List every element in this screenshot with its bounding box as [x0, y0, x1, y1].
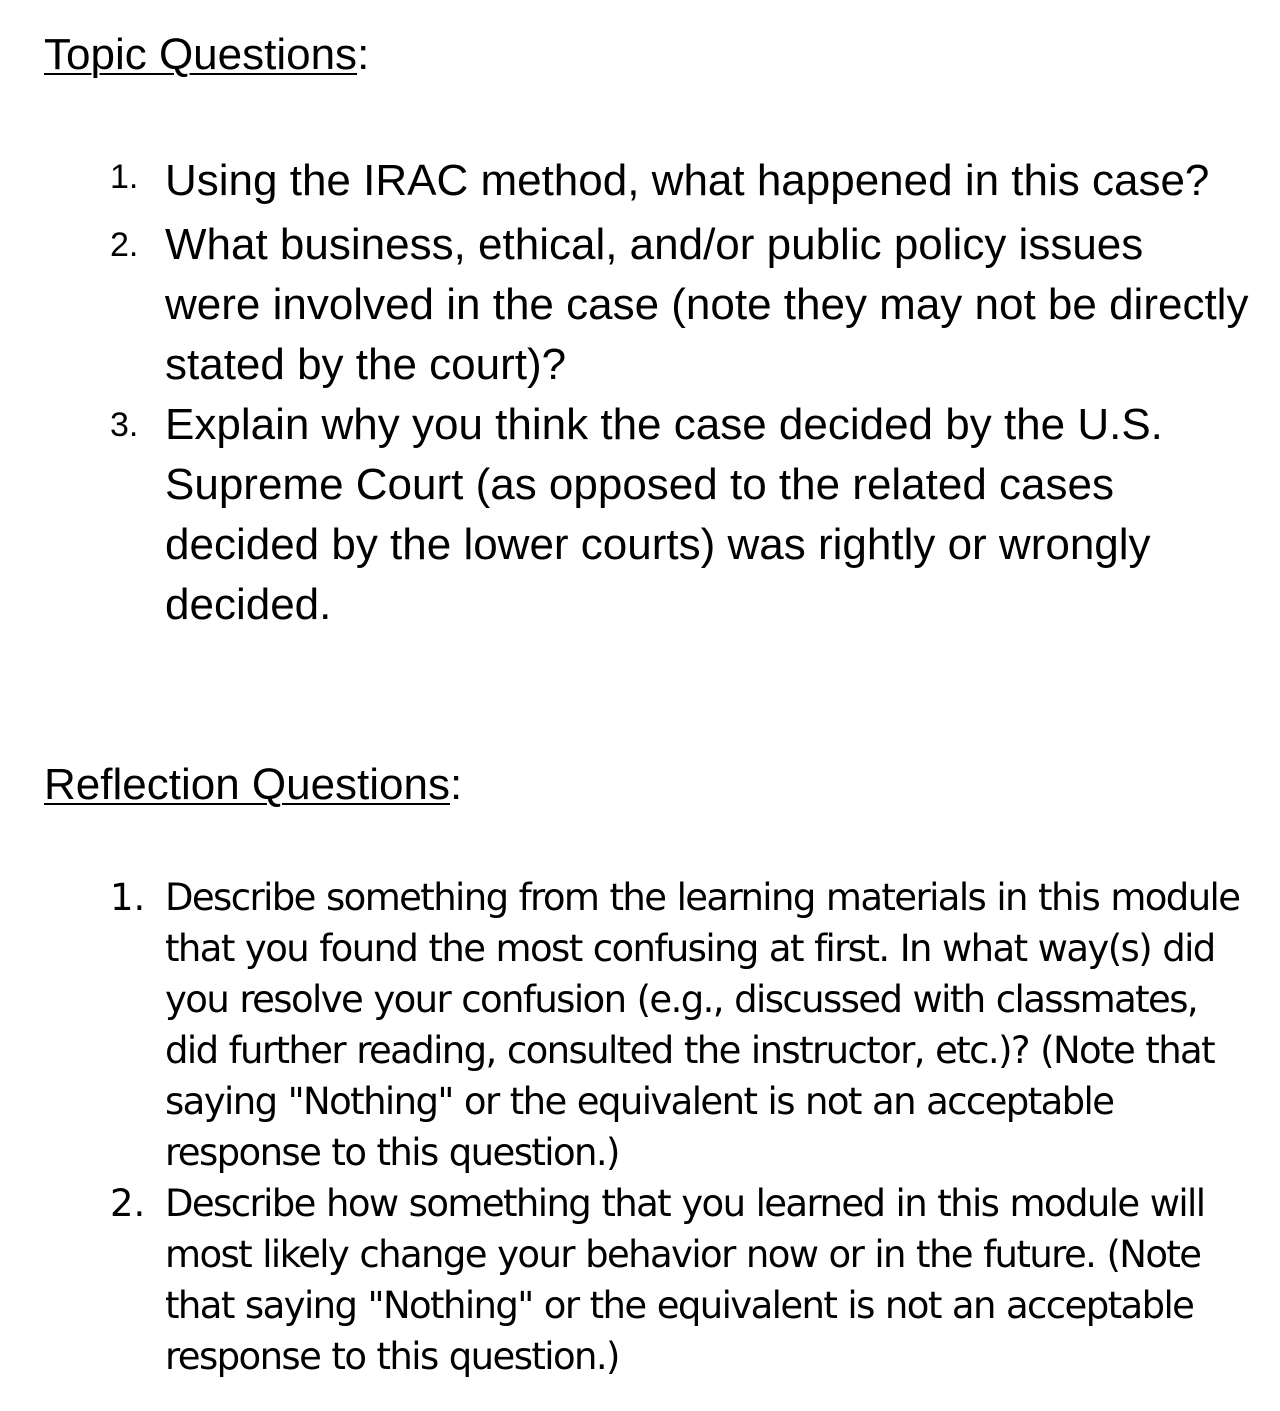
reflection-questions-list	[0, 872, 1250, 1382]
topic-questions-list	[0, 147, 1250, 635]
reflection-questions-heading	[44, 760, 462, 810]
topic-question-3-text: Explain why you think the case decided by the U.S. Supreme Court (as opposed to the related cases decided by the lower courts) was rightly or wrongly decided.	[165, 400, 1163, 629]
topic-question-3-number: 3.	[110, 406, 139, 444]
topic-question-2-text: What business, ethical, and/or public policy issues were involved in the case (note they may not be directly stated by the court)?	[165, 220, 1249, 389]
topic-question-2	[0, 215, 1250, 395]
topic-heading-text: Topic Questions	[44, 30, 358, 79]
reflection-question-2	[0, 1178, 1250, 1382]
topic-question-2-number: 2.	[110, 226, 139, 264]
reflection-question-1-number: 1.	[110, 876, 146, 919]
topic-question-1-text: Using the IRAC method, what happened in this case?	[165, 156, 1210, 205]
reflection-heading-colon: :	[450, 760, 463, 809]
topic-question-1	[0, 147, 1250, 215]
reflection-question-1	[0, 872, 1250, 1178]
topic-heading-colon: :	[357, 30, 370, 79]
reflection-heading-text: Reflection Questions	[44, 760, 450, 809]
topic-questions-heading	[44, 30, 369, 80]
reflection-question-1-text: Describe something from the learning materials in this module that you found the most confusing at first. In what way(s) did you resolve your confusion (e.g., discussed with classmates, did further reading, consulted the instructor, etc.)? (Note that saying "Nothing" or the equivalent is not an acceptable response to this question.)	[165, 876, 1240, 1174]
reflection-question-2-text: Describe how something that you learned in this module will most likely change your behavior now or in the future. (Note that saying "Nothing" or the equivalent is not an acceptable response to this question.)	[165, 1182, 1205, 1378]
reflection-question-2-number: 2.	[110, 1182, 146, 1225]
topic-question-3	[0, 395, 1250, 635]
topic-question-1-number: 1.	[110, 158, 139, 196]
